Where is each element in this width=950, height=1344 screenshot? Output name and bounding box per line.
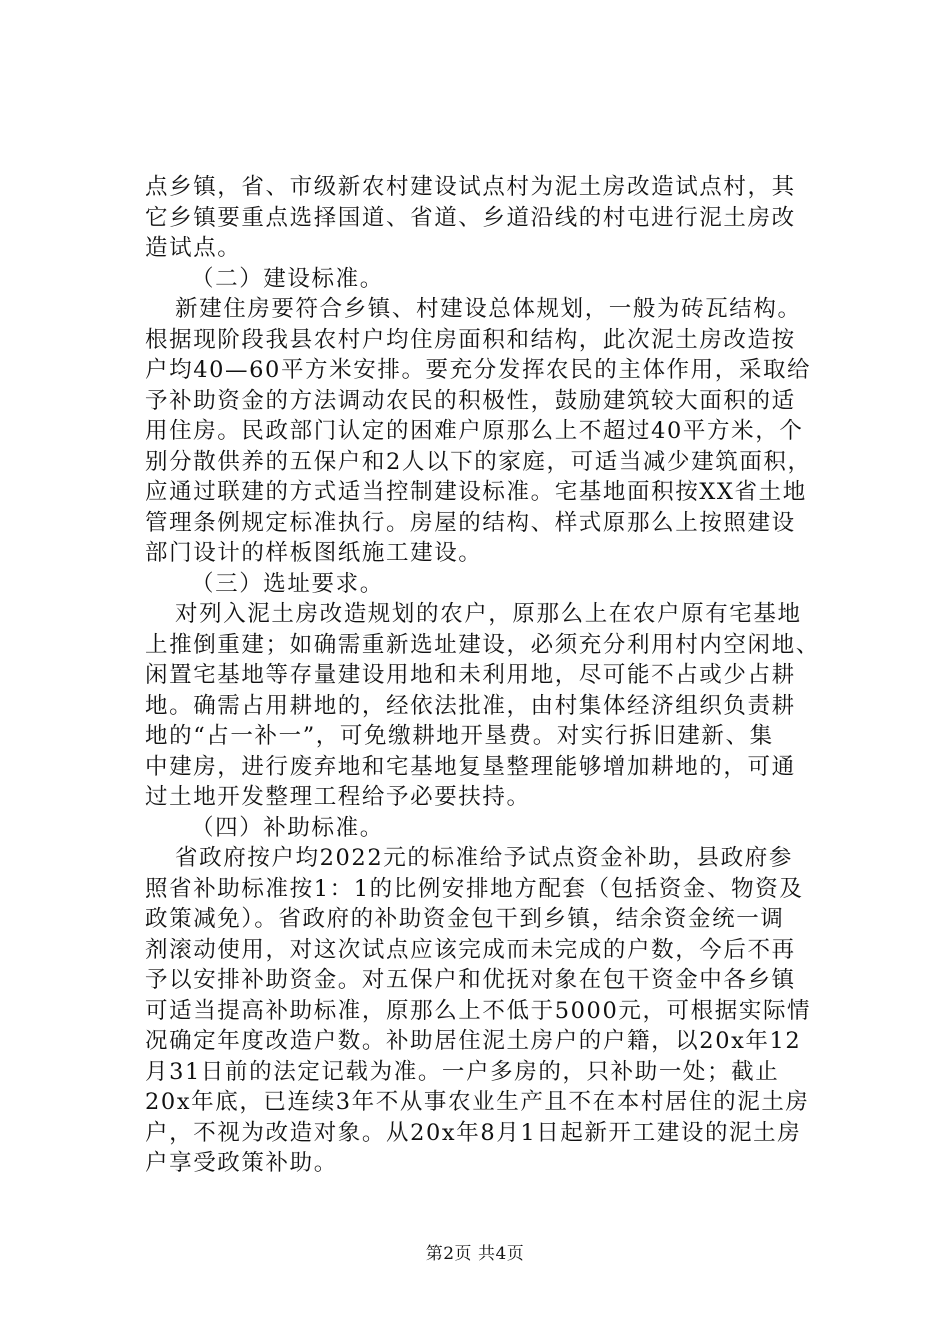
section-heading-3: （三）选址要求。 — [191, 570, 384, 597]
text-line: 况确定年度改造户数。补助居住泥土房户的户籍，以20x年12 — [145, 1028, 802, 1054]
text-line: 政策减免）。省政府的补助资金包干到乡镇，结余资金统一调 — [145, 906, 785, 932]
text-line: 用住房。民政部门认定的困难户原那么上不超过40平方米，个 — [145, 418, 804, 444]
text-line: 点乡镇，省、市级新农村建设试点村为泥土房改造试点村，其 — [145, 174, 796, 200]
text-line: 地的“占一补一”，可免缴耕地开垦费。对实行拆旧建新、集 — [145, 723, 774, 749]
text-line: 月31日前的法定记载为准。一户多房的，只补助一处；截止 — [145, 1058, 780, 1085]
text-line: 予补助资金的方法调动农民的积极性，鼓励建筑较大面积的适 — [145, 387, 796, 414]
text-line: 可适当提高补助标准，原那么上不低于5000元，可根据实际情 — [145, 997, 812, 1024]
text-line: 应通过联建的方式适当控制建设标准。宅基地面积按XX省土地 — [145, 479, 807, 505]
text-line: 照省补助标准按1：1的比例安排地方配套（包括资金、物资及 — [145, 875, 804, 902]
document-body — [145, 172, 820, 1179]
text-line: 地。确需占用耕地的，经依法批准，由村集体经济组织负责耕 — [145, 692, 796, 719]
page-number-footer: 第2页 共4页 — [425, 1244, 525, 1264]
text-line: 剂滚动使用，对这次试点应该完成而未完成的户数，今后不再 — [145, 936, 796, 963]
text-line: 予以安排补助资金。对五保户和优抚对象在包干资金中各乡镇 — [145, 967, 796, 993]
text-line: 部门设计的样板图纸施工建设。 — [145, 540, 483, 566]
text-line: 对列入泥土房改造规划的农户，原那么上在农户原有宅基地 — [175, 601, 802, 627]
text-line: 根据现阶段我县农村户均住房面积和结构，此次泥土房改造按 — [145, 326, 796, 353]
section-heading-2: （二）建设标准。 — [191, 265, 384, 292]
text-line: 管理条例规定标准执行。房屋的结构、样式原那么上按照建设 — [145, 509, 796, 536]
text-line: 省政府按户均2022元的标准给予试点资金补助，县政府参 — [175, 845, 793, 871]
text-line: 过土地开发整理工程给予必要扶持。 — [145, 784, 531, 810]
text-line: 上推倒重建；如确需重新选址建设，必须充分利用村内空闲地、 — [145, 631, 820, 658]
section-heading-4: （四）补助标准。 — [191, 814, 384, 841]
text-line: 户享受政策补助。 — [145, 1150, 338, 1176]
text-line: 户，不视为改造对象。从20x年8月1日起新开工建设的泥土房 — [145, 1119, 802, 1146]
text-line: 闲置宅基地等存量建设用地和未利用地，尽可能不占或少占耕 — [145, 662, 796, 688]
text-line: 别分散供养的五保户和2人以下的家庭，可适当减少建筑面积， — [145, 448, 812, 475]
text-line: 它乡镇要重点选择国道、省道、乡道沿线的村屯进行泥土房改 — [145, 204, 796, 231]
text-line: 新建住房要符合乡镇、村建设总体规划，一般为砖瓦结构。 — [175, 296, 802, 322]
text-line: 户均40—60平方米安排。要充分发挥农民的主体作用，采取给 — [145, 357, 812, 383]
text-line: 造试点。 — [145, 235, 242, 261]
text-line: 20x年底，已连续3年不从事农业生产且不在本村居住的泥土房 — [145, 1089, 810, 1115]
text-line: 中建房，进行废弃地和宅基地复垦整理能够增加耕地的，可通 — [145, 753, 796, 780]
